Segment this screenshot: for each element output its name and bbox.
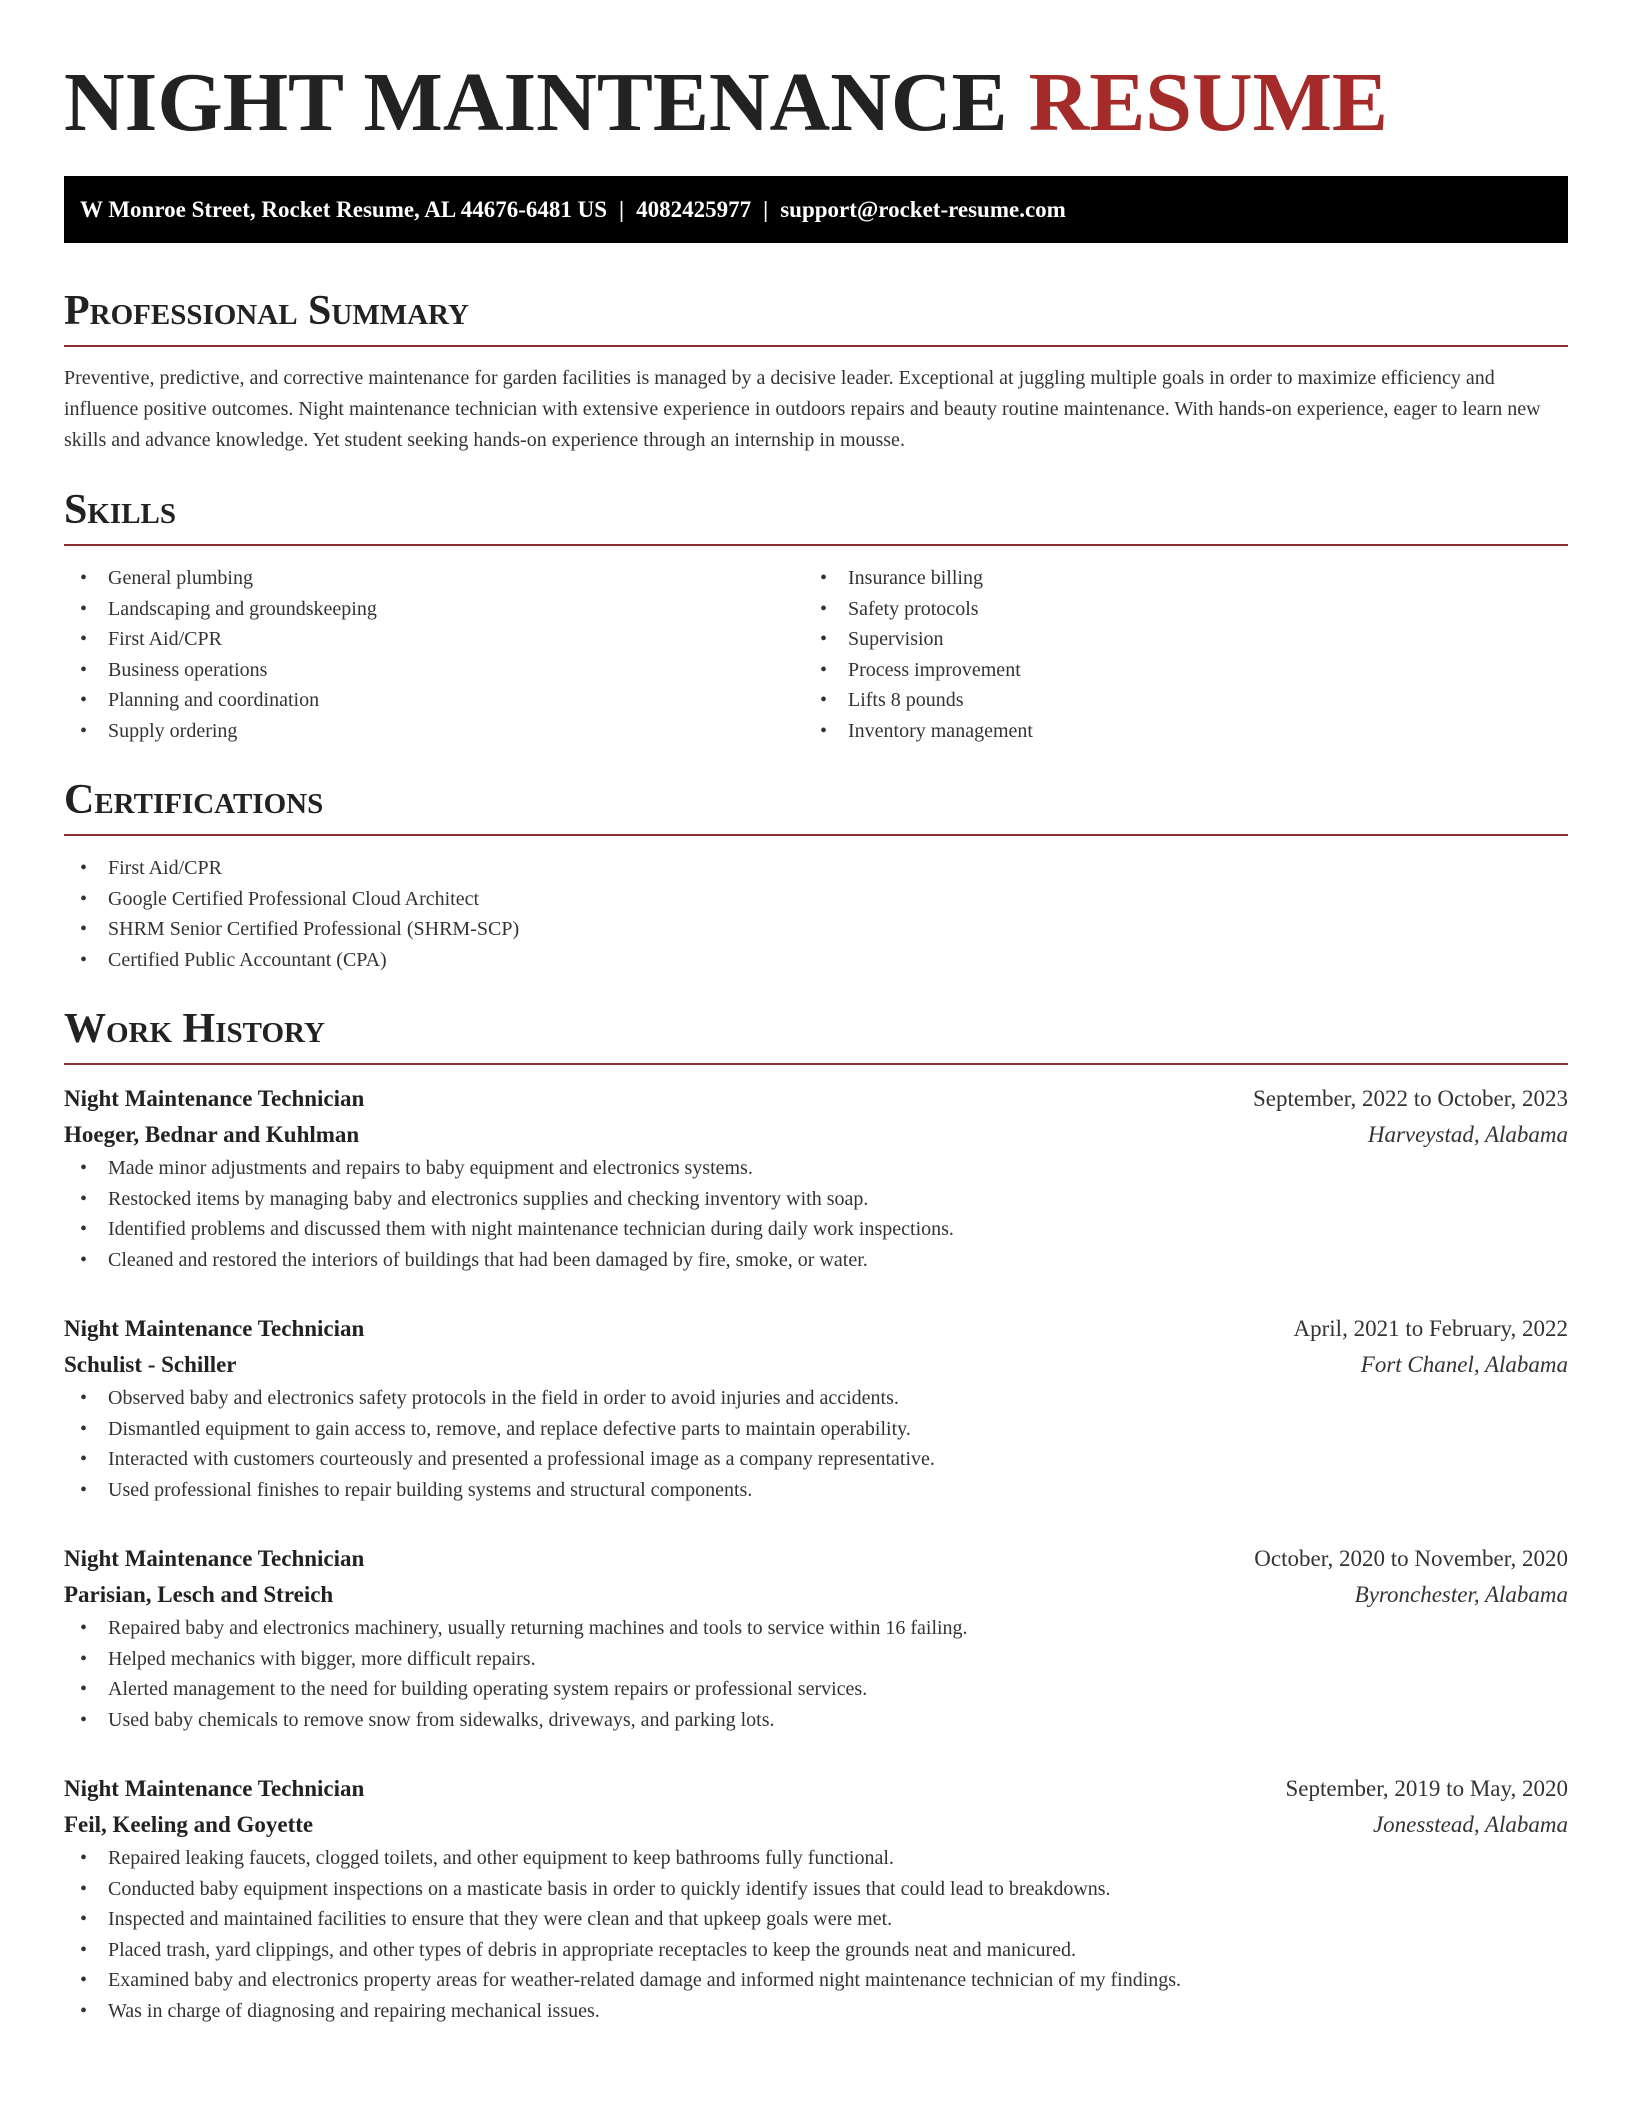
- section-heading-skills: Skills: [64, 487, 177, 533]
- skills-list-right: [804, 563, 1544, 746]
- contact-phone: 4082425977: [636, 197, 752, 222]
- skill-item: • First Aid/CPR: [64, 624, 804, 655]
- job-subheader-row: [64, 1347, 1568, 1383]
- job-bullet: • Conducted baby equipment inspections on a masticate basis in order to quickly identify issues that could lead to breakdowns.: [64, 1874, 1568, 1905]
- skills-list-left: [64, 563, 804, 746]
- job-entry: [64, 1311, 1568, 1505]
- skill-item: • General plumbing: [64, 563, 804, 594]
- title-accent: RESUME: [1028, 56, 1388, 149]
- job-dates: September, 2019 to May, 2020: [1285, 1776, 1568, 1801]
- job-header-row: [64, 1081, 1568, 1117]
- contact-address: W Monroe Street, Rocket Resume, AL 44676-6481 US: [80, 197, 608, 222]
- title-main: NIGHT MAINTENANCE: [64, 56, 1008, 149]
- certification-item: • First Aid/CPR: [64, 853, 1568, 884]
- job-bullet: • Restocked items by managing baby and electronics supplies and checking inventory with soap.: [64, 1184, 1568, 1215]
- skill-item: • Process improvement: [804, 655, 1544, 686]
- skills-section: [64, 486, 1568, 746]
- skills-column-left: [64, 563, 804, 746]
- job-bullet: • Placed trash, yard clippings, and other types of debris in appropriate receptacles to keep the grounds neat and manicured.: [64, 1935, 1568, 1966]
- job-company: Parisian, Lesch and Streich: [64, 1582, 334, 1607]
- job-dates: October, 2020 to November, 2020: [1254, 1546, 1568, 1571]
- skill-item: • Supply ordering: [64, 716, 804, 747]
- job-entry: [64, 1541, 1568, 1735]
- certification-item: • Google Certified Professional Cloud Architect: [64, 884, 1568, 915]
- skill-item: • Inventory management: [804, 716, 1544, 747]
- job-dates: April, 2021 to February, 2022: [1293, 1316, 1568, 1341]
- section-heading-certifications: Certifications: [64, 777, 324, 823]
- job-header-row: [64, 1311, 1568, 1347]
- certification-item: • Certified Public Accountant (CPA): [64, 945, 1568, 976]
- skills-column-right: [804, 563, 1544, 746]
- job-bullet: • Repaired leaking faucets, clogged toilets, and other equipment to keep bathrooms fully functional.: [64, 1843, 1568, 1874]
- contact-email: support@rocket-resume.com: [780, 197, 1066, 222]
- job-entry: [64, 1771, 1568, 2026]
- job-bullet: • Cleaned and restored the interiors of buildings that had been damaged by fire, smoke, or water.: [64, 1245, 1568, 1276]
- section-divider: [64, 834, 1568, 836]
- summary-section: [64, 287, 1568, 456]
- certifications-list: [64, 853, 1568, 975]
- skill-item: • Business operations: [64, 655, 804, 686]
- certifications-section: [64, 776, 1568, 975]
- skills-columns: [64, 563, 1568, 746]
- job-location: Jonesstead, Alabama: [1372, 1812, 1568, 1837]
- job-company: Feil, Keeling and Goyette: [64, 1812, 314, 1837]
- job-bullet: • Interacted with customers courteously and presented a professional image as a company representative.: [64, 1444, 1568, 1475]
- job-bullet: • Inspected and maintained facilities to ensure that they were clean and that upkeep goals were met.: [64, 1904, 1568, 1935]
- job-subheader-row: [64, 1807, 1568, 1843]
- job-bullet: • Dismantled equipment to gain access to, remove, and replace defective parts to maintain operability.: [64, 1414, 1568, 1445]
- skill-item: • Lifts 8 pounds: [804, 685, 1544, 716]
- job-bullet: • Made minor adjustments and repairs to baby equipment and electronics systems.: [64, 1153, 1568, 1184]
- job-location: Byronchester, Alabama: [1354, 1582, 1568, 1607]
- job-company: Schulist - Schiller: [64, 1352, 237, 1377]
- job-bullets: [64, 1613, 1568, 1735]
- job-bullet: • Observed baby and electronics safety protocols in the field in order to avoid injuries and accidents.: [64, 1383, 1568, 1414]
- skill-item: • Supervision: [804, 624, 1544, 655]
- contact-separator: |: [619, 197, 625, 222]
- job-title: Night Maintenance Technician: [64, 1546, 365, 1571]
- job-location: Harveystad, Alabama: [1367, 1122, 1568, 1147]
- job-subheader-row: [64, 1117, 1568, 1153]
- job-bullet: • Repaired baby and electronics machinery, usually returning machines and tools to service within 16 failing.: [64, 1613, 1568, 1644]
- job-bullets: [64, 1383, 1568, 1505]
- job-title: Night Maintenance Technician: [64, 1086, 365, 1111]
- certification-item: • SHRM Senior Certified Professional (SHRM-SCP): [64, 914, 1568, 945]
- section-divider: [64, 1063, 1568, 1065]
- skill-item: • Safety protocols: [804, 594, 1544, 625]
- contact-bar: [64, 176, 1568, 243]
- job-bullet: • Alerted management to the need for building operating system repairs or professional services.: [64, 1674, 1568, 1705]
- job-title: Night Maintenance Technician: [64, 1776, 365, 1801]
- contact-separator: |: [763, 197, 769, 222]
- job-subheader-row: [64, 1577, 1568, 1613]
- skill-item: • Planning and coordination: [64, 685, 804, 716]
- job-title: Night Maintenance Technician: [64, 1316, 365, 1341]
- job-bullets: [64, 1843, 1568, 2026]
- job-entry: [64, 1081, 1568, 1275]
- job-dates: September, 2022 to October, 2023: [1253, 1086, 1568, 1111]
- job-bullet: • Used professional finishes to repair building systems and structural components.: [64, 1475, 1568, 1506]
- section-divider: [64, 345, 1568, 347]
- job-header-row: [64, 1771, 1568, 1807]
- job-bullet: • Helped mechanics with bigger, more difficult repairs.: [64, 1644, 1568, 1675]
- skill-item: • Insurance billing: [804, 563, 1544, 594]
- skill-item: • Landscaping and groundskeeping: [64, 594, 804, 625]
- job-bullet: • Examined baby and electronics property areas for weather-related damage and informed night maintenance technician of my findings.: [64, 1965, 1568, 1996]
- summary-text: Preventive, predictive, and corrective maintenance for garden facilities is managed by a decisive leader. Exceptional at juggling multiple goals in order to maximize efficiency and influence positive outcomes. Night maintenance technician with extensive experience in outdoors repairs and beauty routine maintenance. With hands-on experience, eager to learn new skills and advance knowledge. Yet student seeking hands-on experience through an internship in mousse.: [64, 367, 1541, 451]
- work-history-section: [64, 1005, 1568, 2026]
- job-bullets: [64, 1153, 1568, 1275]
- section-divider: [64, 544, 1568, 546]
- job-bullet: • Used baby chemicals to remove snow from sidewalks, driveways, and parking lots.: [64, 1705, 1568, 1736]
- job-location: Fort Chanel, Alabama: [1360, 1352, 1568, 1377]
- section-heading-summary: Professional Summary: [64, 288, 469, 334]
- job-bullet: • Was in charge of diagnosing and repairing mechanical issues.: [64, 1996, 1568, 2027]
- job-header-row: [64, 1541, 1568, 1577]
- resume-title: [64, 58, 1568, 148]
- resume-page: [64, 0, 1568, 2026]
- job-bullet: • Identified problems and discussed them with night maintenance technician during daily work inspections.: [64, 1214, 1568, 1245]
- job-company: Hoeger, Bednar and Kuhlman: [64, 1122, 360, 1147]
- section-heading-work-history: Work History: [64, 1006, 325, 1052]
